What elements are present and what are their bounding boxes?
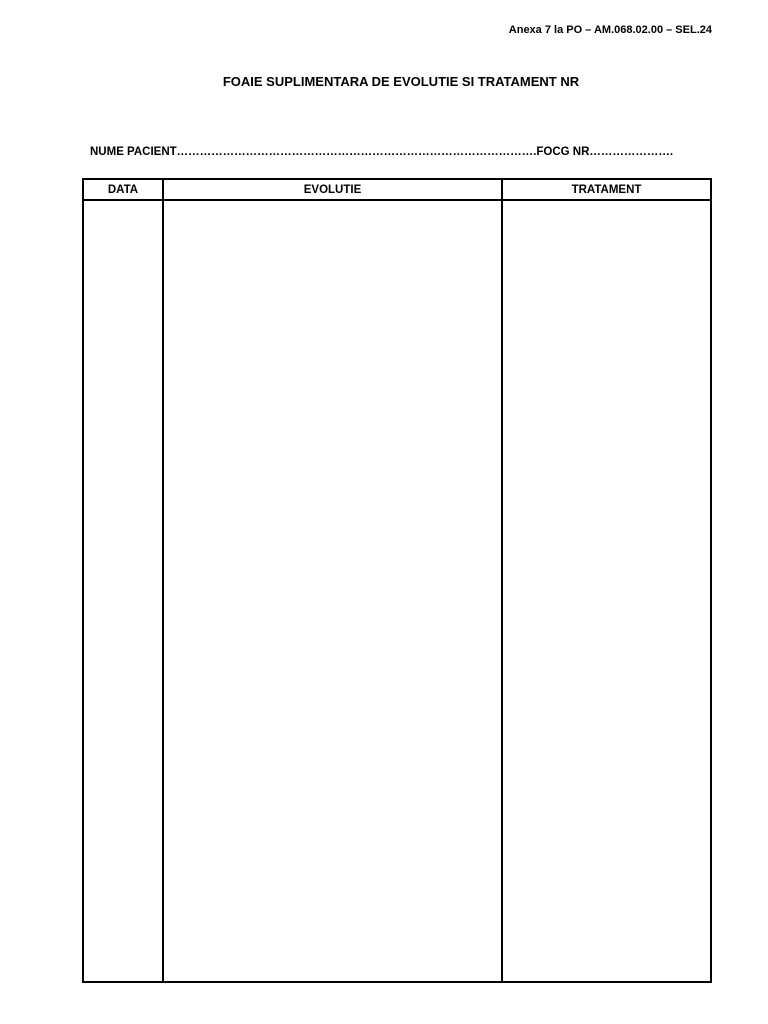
patient-name-field[interactable]: NUME PACIENT………………………………………………………………………………….	[90, 146, 537, 158]
tratament-cell[interactable]	[502, 200, 711, 982]
evolutie-cell[interactable]	[163, 200, 502, 982]
evolution-treatment-table	[82, 178, 712, 983]
focg-number-field[interactable]: FOCG NR………………….	[536, 146, 674, 158]
column-header-tratament: TRATAMENT	[502, 179, 711, 200]
column-header-data: DATA	[83, 179, 163, 200]
table-header-row	[83, 179, 711, 200]
table-row	[83, 200, 711, 982]
patient-info-line	[90, 146, 673, 158]
data-cell[interactable]	[83, 200, 163, 982]
annex-reference: Anexa 7 la PO – AM.068.02.00 – SEL.24	[508, 24, 712, 36]
column-header-evolutie: EVOLUTIE	[163, 179, 502, 200]
page-title: FOAIE SUPLIMENTARA DE EVOLUTIE SI TRATAMENT NR	[222, 74, 580, 89]
